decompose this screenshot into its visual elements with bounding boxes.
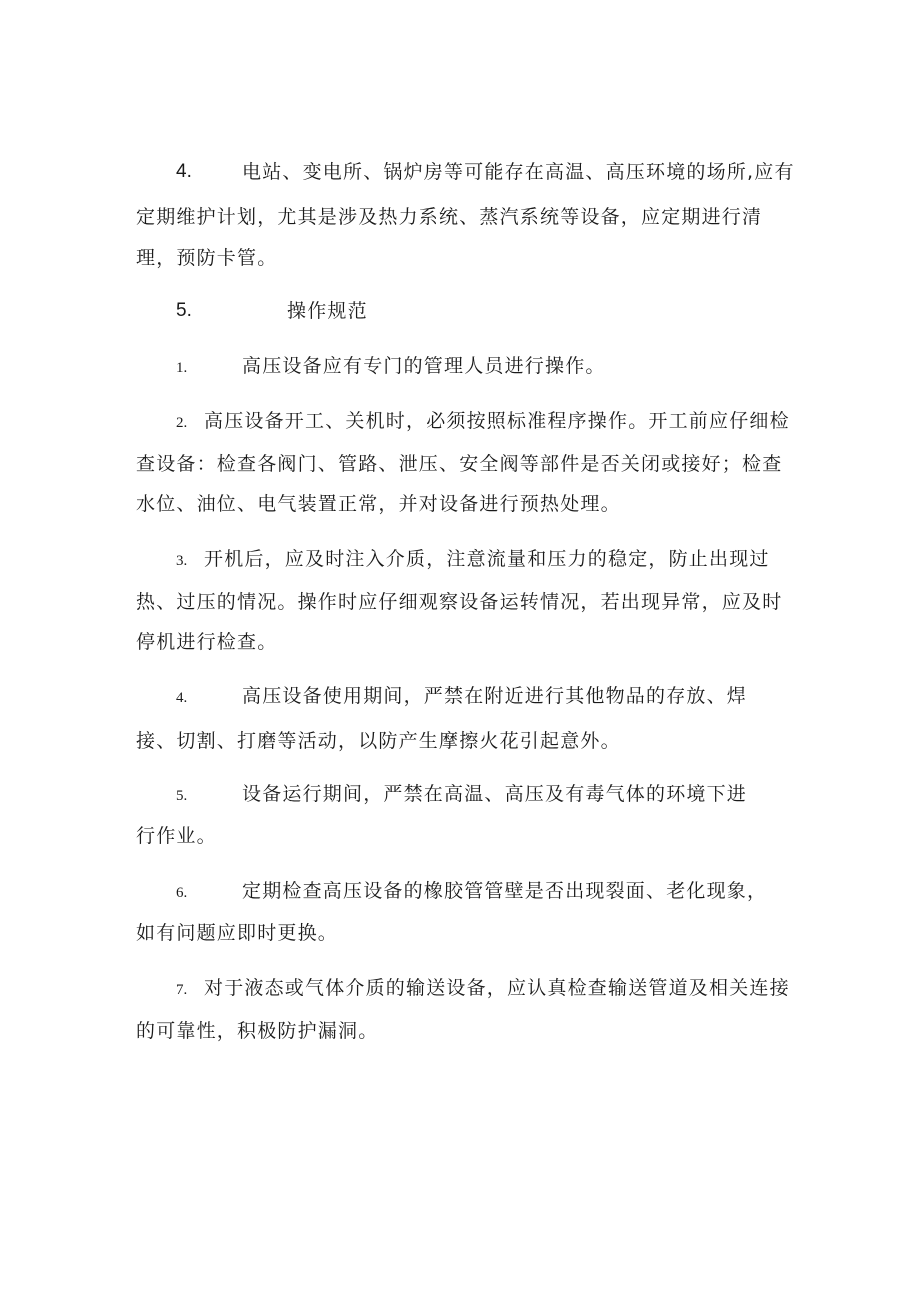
section-5-number: 5. [176, 300, 192, 321]
item-6-number: 6. [176, 885, 188, 901]
item-3-line-1: 开机后，应及时注入介质，注意流量和压力的稳定，防止出现过 [204, 548, 770, 570]
section-4-number: 4. [176, 161, 192, 182]
section-5-title: 操作规范 [287, 300, 368, 322]
item-6-line-2: 如有问题应即时更换。 [136, 922, 339, 944]
item-5-line-2: 行作业。 [136, 825, 217, 847]
item-2-line-2: 查设备：检查各阀门、管路、泄压、安全阀等部件是否关闭或接好；检查 [136, 453, 783, 475]
item-7-number: 7. [176, 982, 188, 998]
item-6-line-1: 定期检查高压设备的橡胶管管壁是否出现裂面、老化现象， [242, 880, 768, 902]
item-2-line-3: 水位、油位、电气装置正常，并对设备进行预热处理。 [136, 493, 621, 515]
item-4-line-2: 接、切割、打磨等活动，以防产生摩擦火花引起意外。 [136, 730, 621, 752]
item-3-line-3: 停机进行检查。 [136, 631, 278, 653]
item-5-line-1: 设备运行期间，严禁在高温、高压及有毒气体的环境下进 [242, 783, 748, 805]
item-7-line-1: 对于液态或气体介质的输送设备，应认真检查输送管道及相关连接 [204, 977, 790, 999]
item-4-line-1: 高压设备使用期间，严禁在附近进行其他物品的存放、焊 [242, 685, 748, 707]
item-2-line-1: 高压设备开工、关机时，必须按照标准程序操作。开工前应仔细检 [204, 410, 790, 432]
item-4-number: 4. [176, 690, 188, 706]
item-3-line-2: 热、过压的情况。操作时应仔细观察设备运转情况，若出现异常，应及时 [136, 591, 783, 613]
item-1-line-1: 高压设备应有专门的管理人员进行操作。 [242, 355, 606, 377]
item-3-number: 3. [176, 553, 188, 569]
section-4-line-1: 电站、变电所、锅炉房等可能存在高温、高压环境的场所,应有 [242, 161, 795, 183]
section-4-line-3: 理，预防卡管。 [136, 247, 278, 269]
item-7-line-2: 的可靠性，积极防护漏洞。 [136, 1020, 379, 1042]
item-5-number: 5. [176, 788, 188, 804]
item-1-number: 1. [176, 360, 188, 376]
section-4-line-2: 定期维护计划，尤其是涉及热力系统、蒸汽系统等设备，应定期进行清 [136, 206, 763, 228]
item-2-number: 2. [176, 415, 188, 431]
